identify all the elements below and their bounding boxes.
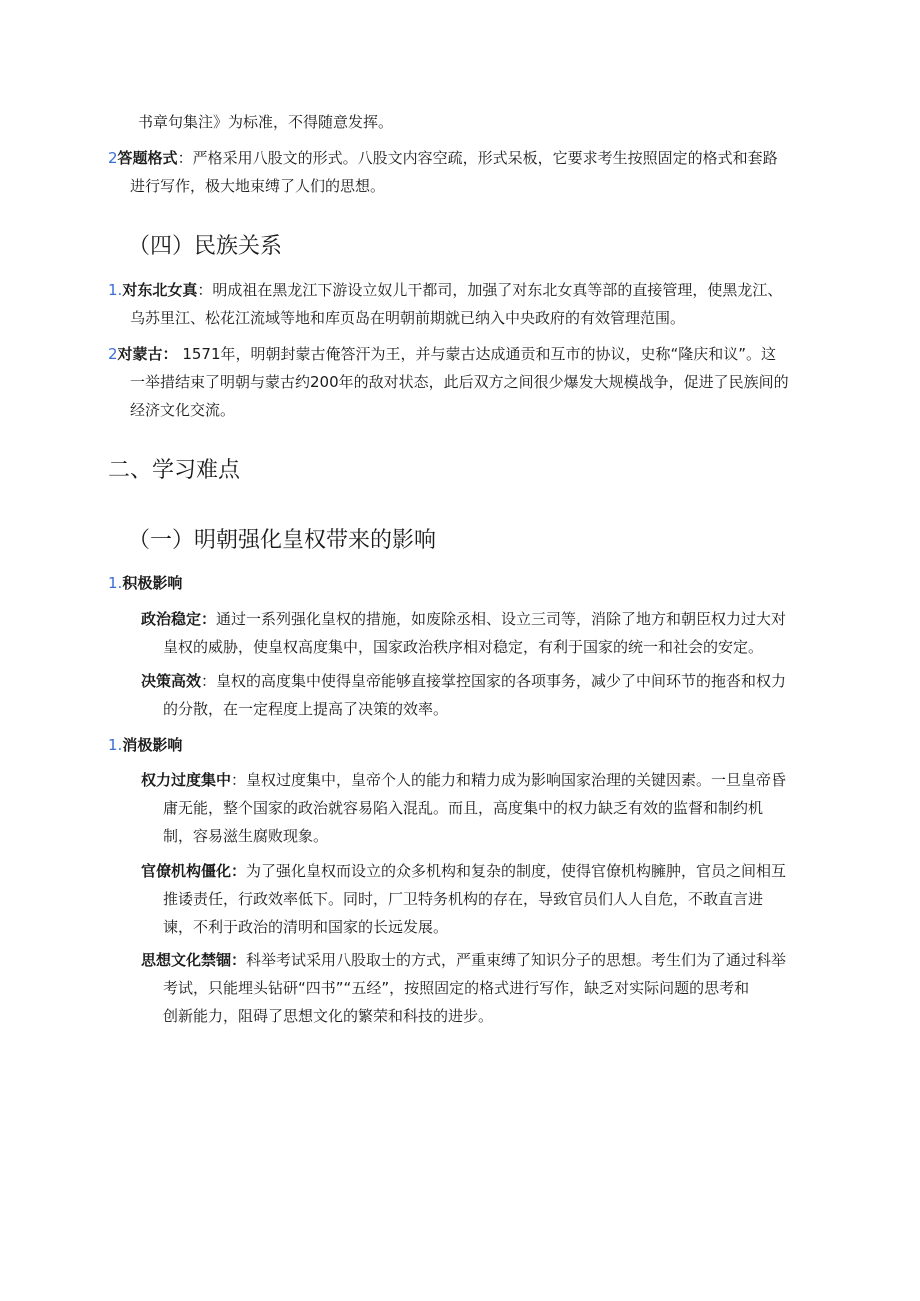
item-title: 政治稳定： xyxy=(141,610,217,628)
exam-standard-tail: 书章句集注》为标准，不得随意发挥。 xyxy=(138,113,394,131)
positive-politics-item: 政治稳定：通过一系列强化皇权的措施，如废除丞相、设立三司等，消除了地方和朝臣权力过大对 皇权的威胁，使皇权高度集中，国家政治秩序相对稳定，有利于国家的统一和社会的安定。 xyxy=(141,610,787,656)
section-heading-ethnic: （四）民族关系 xyxy=(128,234,283,259)
item-title: 对蒙古： xyxy=(117,345,178,363)
positive-decision-item: 决策高效：皇权的高度集中使得皇帝能够直接掌控国家的各项事务，减少了中间环节的拖沓和权力 的分散，在一定程度上提高了决策的效率。 xyxy=(141,672,787,718)
list-number: 2 xyxy=(108,149,118,167)
ethnic-mongol-item: 2对蒙古： 1571年，明朝封蒙古俺答汗为王，并与蒙古达成通贡和互市的协议，史称“隆庆和议”。这 一举措结束了明朝与蒙古约200年的敌对状态，此后双方之间很少爆发大规模战争，促进了民族间的 经济文化交流。 xyxy=(108,345,789,419)
item-title: 对东北女真 xyxy=(122,281,198,299)
item-title: 官僚机构僵化： xyxy=(141,862,247,880)
exam-format-item: 2答题格式：严格采用八股文的形式。八股文内容空疏，形式呆板，它要求考生按照固定的格式和套路 进行写作，极大地束缚了人们的思想。 xyxy=(108,149,778,195)
item-title: 答题格式 xyxy=(117,149,178,167)
list-number: 2 xyxy=(108,345,118,363)
positive-impact-heading xyxy=(108,569,182,597)
negative-impact-heading xyxy=(108,731,182,759)
item-title: 权力过度集中 xyxy=(141,771,232,789)
item-title: 积极影响 xyxy=(122,574,183,592)
section-heading-impact: （一）明朝强化皇权带来的影响 xyxy=(128,528,437,553)
negative-power-item: 权力过度集中：皇权过度集中，皇帝个人的能力和精力成为影响国家治理的关键因素。一旦皇帝昏 庸无能，整个国家的政治就容易陷入混乱。而且，高度集中的权力缺乏有效的监督和制约机 制，容易滋生腐败现象。 xyxy=(141,771,787,845)
negative-bureaucracy-item: 官僚机构僵化：为了强化皇权而设立的众多机构和复杂的制度，使得官僚机构臃肿，官员之间相互 推诿责任，行政效率低下。同时，厂卫特务机构的存在，导致官员们人人自危，不敢直言进 谏，不利于政治的清明和国家的长远发展。 xyxy=(141,862,787,936)
item-title: 消极影响 xyxy=(122,736,183,754)
list-number: 1. xyxy=(108,736,123,754)
list-number: 1. xyxy=(108,281,123,299)
ethnic-jurchen-item: 1.对东北女真：明成祖在黑龙江下游设立奴儿干都司，加强了对东北女真等部的直接管理，使黑龙江、 乌苏里江、松花江流域等地和库页岛在明朝前期就已纳入中央政府的有效管理范围。 xyxy=(108,281,783,327)
negative-culture-item: 思想文化禁锢：科举考试采用八股取士的方式，严重束缚了知识分子的思想。考生们为了通过科举 考试，只能埋头钻研“四书”“五经”，按照固定的格式进行写作，缺乏对实际问题的思考和 创新能力，阻碍了思想文化的繁荣和科技的进步。 xyxy=(141,951,787,1025)
list-number: 1. xyxy=(108,574,123,592)
item-title: 思想文化禁锢： xyxy=(141,951,247,969)
chapter-heading-difficulty: 二、学习难点 xyxy=(108,458,241,483)
item-title: 决策高效 xyxy=(141,672,202,690)
